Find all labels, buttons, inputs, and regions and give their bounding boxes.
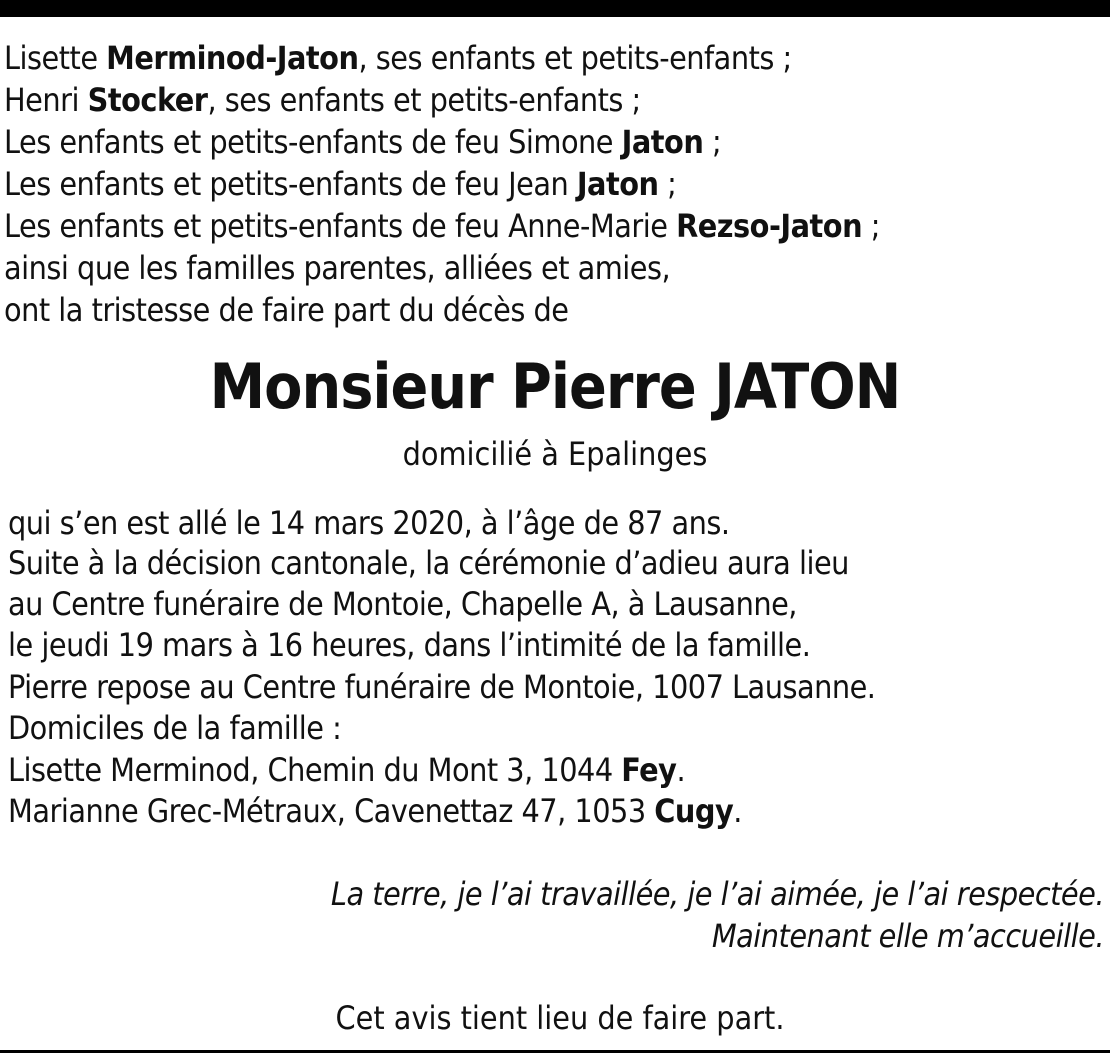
details-line-8: Marianne Grec-Métraux, Cavenettaz 47, 1053 Cugy. — [8, 792, 742, 830]
family-line-2: Henri Stocker, ses enfants et petits-enfants ; — [4, 81, 641, 119]
quote-line-2: Maintenant elle m’accueille. — [711, 917, 1104, 955]
bottom-rule — [0, 1050, 1110, 1053]
details-line-2: Suite à la décision cantonale, la cérémonie d’adieu aura lieu — [8, 544, 849, 582]
details-line-3: au Centre funéraire de Montoie, Chapelle A, à Lausanne, — [8, 585, 797, 623]
family-line-1: Lisette Merminod-Jaton, ses enfants et petits-enfants ; — [4, 39, 792, 77]
deceased-name: Monsieur Pierre JATON — [209, 350, 901, 423]
details-line-7: Lisette Merminod, Chemin du Mont 3, 1044 Fey. — [8, 751, 686, 789]
family-line-7: ont la tristesse de faire part du décès de — [4, 291, 569, 329]
family-line-3: Les enfants et petits-enfants de feu Simone Jaton ; — [4, 123, 722, 161]
deceased-residence: domicilié à Epalinges — [402, 435, 708, 473]
details-line-4: le jeudi 19 mars à 16 heures, dans l’intimité de la famille. — [8, 626, 811, 664]
family-line-6: ainsi que les familles parentes, alliées et amies, — [4, 249, 671, 287]
details-line-5: Pierre repose au Centre funéraire de Montoie, 1007 Lausanne. — [8, 668, 876, 706]
family-line-4: Les enfants et petits-enfants de feu Jean Jaton ; — [4, 165, 677, 203]
details-line-6: Domiciles de la famille : — [8, 709, 342, 747]
quote-line-1: La terre, je l’ai travaillée, je l’ai aimée, je l’ai respectée. — [330, 875, 1104, 913]
family-line-5: Les enfants et petits-enfants de feu Anne-Marie Rezso-Jaton ; — [4, 207, 880, 245]
footer-note: Cet avis tient lieu de faire part. — [335, 999, 785, 1037]
details-line-1: qui s’en est allé le 14 mars 2020, à l’âge de 87 ans. — [8, 504, 730, 542]
top-rule — [0, 0, 1110, 17]
